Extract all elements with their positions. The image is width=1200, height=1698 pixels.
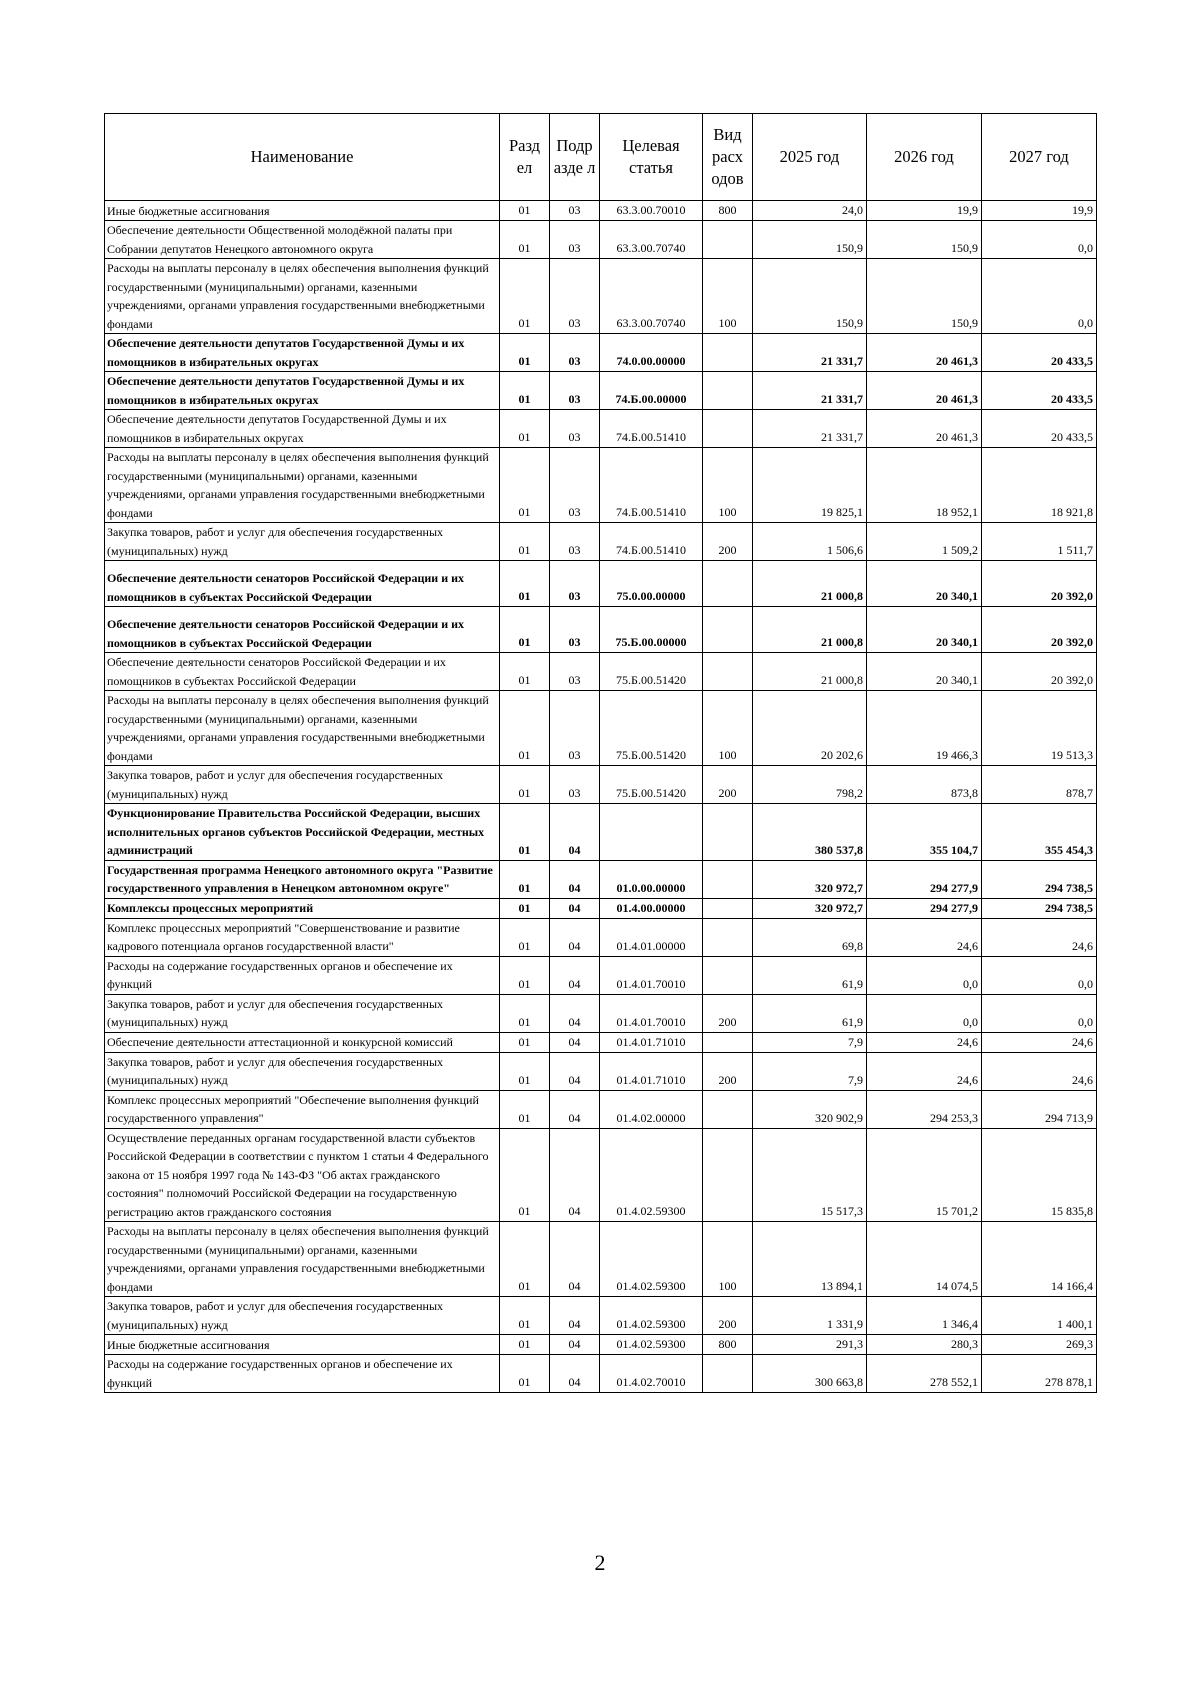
cell-2027: 1 511,7: [982, 523, 1097, 561]
cell-subsection: 04: [550, 956, 600, 994]
cell-2026: 18 952,1: [867, 448, 982, 523]
cell-subsection: 03: [550, 653, 600, 691]
cell-2025: 320 972,7: [753, 898, 867, 918]
cell-2026: 20 340,1: [867, 653, 982, 691]
cell-target: 01.4.02.59300: [600, 1335, 703, 1355]
cell-target: 01.4.02.70010: [600, 1355, 703, 1393]
cell-section: 01: [500, 1222, 550, 1297]
header-2025: 2025 год: [753, 114, 867, 201]
cell-subsection: 03: [550, 334, 600, 372]
cell-section: 01: [500, 1052, 550, 1090]
cell-target: 01.4.01.70010: [600, 994, 703, 1032]
cell-type: 100: [703, 259, 753, 334]
cell-subsection: 03: [550, 766, 600, 804]
cell-name: Закупка товаров, работ и услуг для обеспечения государственных (муниципальных) нужд: [105, 1297, 500, 1335]
cell-target: 01.0.00.00000: [600, 860, 703, 898]
cell-2026: 20 340,1: [867, 607, 982, 653]
cell-type: 200: [703, 523, 753, 561]
header-section: Разд ел: [500, 114, 550, 201]
cell-2026: 20 340,1: [867, 561, 982, 607]
cell-section: 01: [500, 561, 550, 607]
cell-type: 200: [703, 766, 753, 804]
cell-name: Обеспечение деятельности сенаторов Российской Федерации и их помощников в субъектах Российской Федерации: [105, 607, 500, 653]
header-type: Вид расх одов: [703, 114, 753, 201]
cell-2025: 21 000,8: [753, 653, 867, 691]
cell-2026: 294 253,3: [867, 1090, 982, 1128]
cell-name: Обеспечение деятельности депутатов Государственной Думы и их помощников в избирательных округах: [105, 372, 500, 410]
cell-subsection: 03: [550, 410, 600, 448]
cell-2027: 0,0: [982, 994, 1097, 1032]
cell-subsection: 04: [550, 994, 600, 1032]
cell-type: [703, 221, 753, 259]
cell-target: 74.Б.00.51410: [600, 523, 703, 561]
cell-2027: 20 392,0: [982, 561, 1097, 607]
table-row: [105, 561, 1097, 607]
cell-2025: 7,9: [753, 1032, 867, 1052]
cell-section: 01: [500, 860, 550, 898]
cell-2025: 20 202,6: [753, 691, 867, 766]
cell-2025: 320 902,9: [753, 1090, 867, 1128]
cell-2025: 21 331,7: [753, 410, 867, 448]
table-row: [105, 956, 1097, 994]
cell-subsection: 03: [550, 523, 600, 561]
cell-2026: 14 074,5: [867, 1222, 982, 1297]
cell-type: [703, 804, 753, 861]
cell-name: Расходы на выплаты персоналу в целях обеспечения выполнения функций государственными (муниципальными) органами, казенными учреждениями, органами управления государственными внебюджетными фондами: [105, 1222, 500, 1297]
cell-2026: 1 346,4: [867, 1297, 982, 1335]
cell-2027: 20 433,5: [982, 410, 1097, 448]
cell-2027: 19,9: [982, 201, 1097, 221]
cell-name: Комплекс процессных мероприятий "Обеспечение выполнения функций государственного управления": [105, 1090, 500, 1128]
cell-2025: 61,9: [753, 956, 867, 994]
cell-target: 74.Б.00.00000: [600, 372, 703, 410]
cell-2027: 0,0: [982, 259, 1097, 334]
cell-subsection: 03: [550, 448, 600, 523]
cell-subsection: 04: [550, 804, 600, 861]
cell-target: 75.0.00.00000: [600, 561, 703, 607]
cell-subsection: 04: [550, 1128, 600, 1222]
cell-name: Закупка товаров, работ и услуг для обеспечения государственных (муниципальных) нужд: [105, 523, 500, 561]
cell-section: 01: [500, 1335, 550, 1355]
cell-target: [600, 804, 703, 861]
cell-section: 01: [500, 898, 550, 918]
cell-subsection: 04: [550, 1335, 600, 1355]
cell-2027: 294 713,9: [982, 1090, 1097, 1128]
cell-subsection: 04: [550, 1355, 600, 1393]
cell-2026: 294 277,9: [867, 898, 982, 918]
cell-2027: 24,6: [982, 918, 1097, 956]
cell-2027: 20 392,0: [982, 607, 1097, 653]
cell-2027: 20 433,5: [982, 334, 1097, 372]
cell-2026: 294 277,9: [867, 860, 982, 898]
cell-2026: 24,6: [867, 1052, 982, 1090]
cell-target: 01.4.02.00000: [600, 1090, 703, 1128]
cell-2027: 14 166,4: [982, 1222, 1097, 1297]
cell-section: 01: [500, 1090, 550, 1128]
cell-name: Расходы на выплаты персоналу в целях обеспечения выполнения функций государственными (муниципальными) органами, казенными учреждениями, органами управления государственными внебюджетными фондами: [105, 448, 500, 523]
header-target: Целевая статья: [600, 114, 703, 201]
cell-name: Иные бюджетные ассигнования: [105, 1335, 500, 1355]
cell-2026: 355 104,7: [867, 804, 982, 861]
cell-target: 75.Б.00.00000: [600, 607, 703, 653]
cell-target: 01.4.01.71010: [600, 1052, 703, 1090]
cell-type: [703, 334, 753, 372]
cell-section: 01: [500, 918, 550, 956]
cell-name: Обеспечение деятельности Общественной молодёжной палаты при Собрании депутатов Ненецкого автономного округа: [105, 221, 500, 259]
table-row: [105, 1032, 1097, 1052]
cell-name: Обеспечение деятельности аттестационной и конкурсной комиссий: [105, 1032, 500, 1052]
cell-2025: 24,0: [753, 201, 867, 221]
cell-2027: 355 454,3: [982, 804, 1097, 861]
cell-name: Расходы на содержание государственных органов и обеспечение их функций: [105, 956, 500, 994]
cell-2025: 15 517,3: [753, 1128, 867, 1222]
table-row: [105, 691, 1097, 766]
header-subsection: Подр азде л: [550, 114, 600, 201]
cell-section: 01: [500, 372, 550, 410]
cell-subsection: 03: [550, 691, 600, 766]
cell-subsection: 04: [550, 1222, 600, 1297]
cell-target: 63.3.00.70010: [600, 201, 703, 221]
cell-2026: 19 466,3: [867, 691, 982, 766]
cell-name: Функционирование Правительства Российской Федерации, высших исполнительных органов субъектов Российской Федерации, местных администраций: [105, 804, 500, 861]
cell-2026: 150,9: [867, 221, 982, 259]
cell-2027: 20 433,5: [982, 372, 1097, 410]
cell-section: 01: [500, 956, 550, 994]
cell-subsection: 03: [550, 607, 600, 653]
table-row: [105, 1297, 1097, 1335]
cell-name: Обеспечение деятельности сенаторов Российской Федерации и их помощников в субъектах Российской Федерации: [105, 561, 500, 607]
cell-2027: 20 392,0: [982, 653, 1097, 691]
cell-name: Комплексы процессных мероприятий: [105, 898, 500, 918]
cell-name: Расходы на выплаты персоналу в целях обеспечения выполнения функций государственными (муниципальными) органами, казенными учреждениями, органами управления государственными внебюджетными фондами: [105, 259, 500, 334]
cell-section: 01: [500, 1032, 550, 1052]
cell-2027: 278 878,1: [982, 1355, 1097, 1393]
table-row: [105, 1222, 1097, 1297]
cell-type: [703, 898, 753, 918]
cell-type: 200: [703, 1052, 753, 1090]
cell-2026: 873,8: [867, 766, 982, 804]
cell-type: 100: [703, 691, 753, 766]
table-row: [105, 1052, 1097, 1090]
cell-target: 63.3.00.70740: [600, 259, 703, 334]
cell-subsection: 03: [550, 201, 600, 221]
table-row: [105, 1335, 1097, 1355]
cell-2027: 24,6: [982, 1032, 1097, 1052]
cell-2027: 24,6: [982, 1052, 1097, 1090]
cell-section: 01: [500, 607, 550, 653]
cell-type: [703, 860, 753, 898]
cell-2026: 20 461,3: [867, 410, 982, 448]
cell-name: Обеспечение деятельности депутатов Государственной Думы и их помощников в избирательных округах: [105, 334, 500, 372]
cell-name: Закупка товаров, работ и услуг для обеспечения государственных (муниципальных) нужд: [105, 994, 500, 1032]
cell-2026: 278 552,1: [867, 1355, 982, 1393]
cell-target: 75.Б.00.51420: [600, 766, 703, 804]
cell-target: 74.Б.00.51410: [600, 410, 703, 448]
cell-2026: 24,6: [867, 1032, 982, 1052]
cell-target: 75.Б.00.51420: [600, 691, 703, 766]
cell-type: [703, 653, 753, 691]
table-row: [105, 1090, 1097, 1128]
table-row: [105, 448, 1097, 523]
table-row: [105, 653, 1097, 691]
cell-type: [703, 1355, 753, 1393]
cell-name: Расходы на содержание государственных органов и обеспечение их функций: [105, 1355, 500, 1393]
cell-type: [703, 1128, 753, 1222]
table-row: [105, 201, 1097, 221]
cell-target: 01.4.01.70010: [600, 956, 703, 994]
header-row: [105, 114, 1097, 201]
cell-2025: 150,9: [753, 221, 867, 259]
cell-target: 75.Б.00.51420: [600, 653, 703, 691]
cell-2027: 18 921,8: [982, 448, 1097, 523]
cell-subsection: 04: [550, 1032, 600, 1052]
cell-2025: 1 506,6: [753, 523, 867, 561]
cell-name: Государственная программа Ненецкого автономного округа "Развитие государственного управления в Ненецком автономном округе": [105, 860, 500, 898]
cell-subsection: 04: [550, 898, 600, 918]
cell-type: [703, 561, 753, 607]
cell-2025: 320 972,7: [753, 860, 867, 898]
cell-2025: 21 000,8: [753, 607, 867, 653]
cell-subsection: 04: [550, 860, 600, 898]
cell-type: [703, 1090, 753, 1128]
cell-section: 01: [500, 653, 550, 691]
cell-2027: 269,3: [982, 1335, 1097, 1355]
cell-section: 01: [500, 523, 550, 561]
table-row: [105, 994, 1097, 1032]
cell-2026: 19,9: [867, 201, 982, 221]
cell-section: 01: [500, 334, 550, 372]
cell-section: 01: [500, 259, 550, 334]
table-row: [105, 334, 1097, 372]
table-row: [105, 410, 1097, 448]
cell-2026: 0,0: [867, 994, 982, 1032]
cell-section: 01: [500, 448, 550, 523]
cell-target: 01.4.02.59300: [600, 1222, 703, 1297]
cell-subsection: 04: [550, 1090, 600, 1128]
cell-name: Комплекс процессных мероприятий "Совершенствование и развитие кадрового потенциала органов государственной власти": [105, 918, 500, 956]
cell-subsection: 03: [550, 372, 600, 410]
cell-2026: 20 461,3: [867, 372, 982, 410]
cell-2026: 24,6: [867, 918, 982, 956]
table-row: [105, 1128, 1097, 1222]
cell-type: [703, 918, 753, 956]
budget-table: [104, 113, 1097, 1393]
cell-section: 01: [500, 1297, 550, 1335]
cell-subsection: 04: [550, 918, 600, 956]
cell-type: 800: [703, 1335, 753, 1355]
cell-2027: 294 738,5: [982, 860, 1097, 898]
cell-2026: 20 461,3: [867, 334, 982, 372]
cell-2027: 294 738,5: [982, 898, 1097, 918]
table-row: [105, 372, 1097, 410]
table-row: [105, 766, 1097, 804]
cell-type: [703, 1032, 753, 1052]
cell-2027: 0,0: [982, 221, 1097, 259]
cell-target: 01.4.02.59300: [600, 1297, 703, 1335]
cell-2025: 61,9: [753, 994, 867, 1032]
cell-target: 01.4.02.59300: [600, 1128, 703, 1222]
cell-2025: 21 331,7: [753, 334, 867, 372]
cell-name: Обеспечение деятельности депутатов Государственной Думы и их помощников в избирательных округах: [105, 410, 500, 448]
cell-target: 01.4.01.71010: [600, 1032, 703, 1052]
cell-subsection: 04: [550, 1052, 600, 1090]
cell-type: 200: [703, 1297, 753, 1335]
cell-target: 63.3.00.70740: [600, 221, 703, 259]
cell-section: 01: [500, 691, 550, 766]
cell-2025: 291,3: [753, 1335, 867, 1355]
cell-2026: 1 509,2: [867, 523, 982, 561]
header-2027: 2027 год: [982, 114, 1097, 201]
cell-2025: 21 000,8: [753, 561, 867, 607]
cell-subsection: 03: [550, 259, 600, 334]
cell-2025: 19 825,1: [753, 448, 867, 523]
header-2026: 2026 год: [867, 114, 982, 201]
cell-name: Обеспечение деятельности сенаторов Российской Федерации и их помощников в субъектах Российской Федерации: [105, 653, 500, 691]
cell-subsection: 04: [550, 1297, 600, 1335]
table-row: [105, 804, 1097, 861]
cell-section: 01: [500, 1128, 550, 1222]
cell-section: 01: [500, 804, 550, 861]
cell-type: [703, 372, 753, 410]
cell-2027: 1 400,1: [982, 1297, 1097, 1335]
cell-target: 74.Б.00.51410: [600, 448, 703, 523]
cell-2027: 878,7: [982, 766, 1097, 804]
table-row: [105, 898, 1097, 918]
cell-2026: 0,0: [867, 956, 982, 994]
header-name: Наименование: [105, 114, 500, 201]
cell-subsection: 03: [550, 561, 600, 607]
cell-name: Расходы на выплаты персоналу в целях обеспечения выполнения функций государственными (муниципальными) органами, казенными учреждениями, органами управления государственными внебюджетными фондами: [105, 691, 500, 766]
cell-2027: 0,0: [982, 956, 1097, 994]
cell-section: 01: [500, 994, 550, 1032]
table-row: [105, 259, 1097, 334]
cell-target: 74.0.00.00000: [600, 334, 703, 372]
cell-2027: 15 835,8: [982, 1128, 1097, 1222]
cell-section: 01: [500, 201, 550, 221]
table-row: [105, 607, 1097, 653]
cell-2025: 13 894,1: [753, 1222, 867, 1297]
cell-2026: 150,9: [867, 259, 982, 334]
cell-type: 100: [703, 1222, 753, 1297]
table-body: [105, 201, 1097, 1393]
cell-type: [703, 607, 753, 653]
cell-type: 100: [703, 448, 753, 523]
cell-2025: 300 663,8: [753, 1355, 867, 1393]
page-number: 2: [594, 1550, 606, 1575]
table-row: [105, 918, 1097, 956]
cell-section: 01: [500, 221, 550, 259]
cell-2025: 7,9: [753, 1052, 867, 1090]
cell-2025: 150,9: [753, 259, 867, 334]
table-row: [105, 221, 1097, 259]
cell-2025: 380 537,8: [753, 804, 867, 861]
table-row: [105, 1355, 1097, 1393]
cell-name: Закупка товаров, работ и услуг для обеспечения государственных (муниципальных) нужд: [105, 1052, 500, 1090]
cell-2025: 1 331,9: [753, 1297, 867, 1335]
cell-2025: 798,2: [753, 766, 867, 804]
cell-name: Иные бюджетные ассигнования: [105, 201, 500, 221]
cell-2025: 69,8: [753, 918, 867, 956]
cell-2026: 15 701,2: [867, 1128, 982, 1222]
cell-type: 800: [703, 201, 753, 221]
cell-2025: 21 331,7: [753, 372, 867, 410]
cell-2026: 280,3: [867, 1335, 982, 1355]
cell-target: 01.4.01.00000: [600, 918, 703, 956]
cell-subsection: 03: [550, 221, 600, 259]
cell-name: Закупка товаров, работ и услуг для обеспечения государственных (муниципальных) нужд: [105, 766, 500, 804]
table-row: [105, 860, 1097, 898]
cell-type: [703, 956, 753, 994]
cell-section: 01: [500, 410, 550, 448]
cell-section: 01: [500, 1355, 550, 1393]
cell-name: Осуществление переданных органам государственной власти субъектов Российской Федерации в соответствии с пунктом 1 статьи 4 Федерального закона от 15 ноября 1997 года № 143-ФЗ "Об актах гражданского состояния" полномочий Российской Федерации на государственную регистрацию актов гражданского состояния: [105, 1128, 500, 1222]
cell-2027: 19 513,3: [982, 691, 1097, 766]
cell-target: 01.4.00.00000: [600, 898, 703, 918]
table-row: [105, 523, 1097, 561]
cell-section: 01: [500, 766, 550, 804]
cell-type: [703, 410, 753, 448]
cell-type: 200: [703, 994, 753, 1032]
